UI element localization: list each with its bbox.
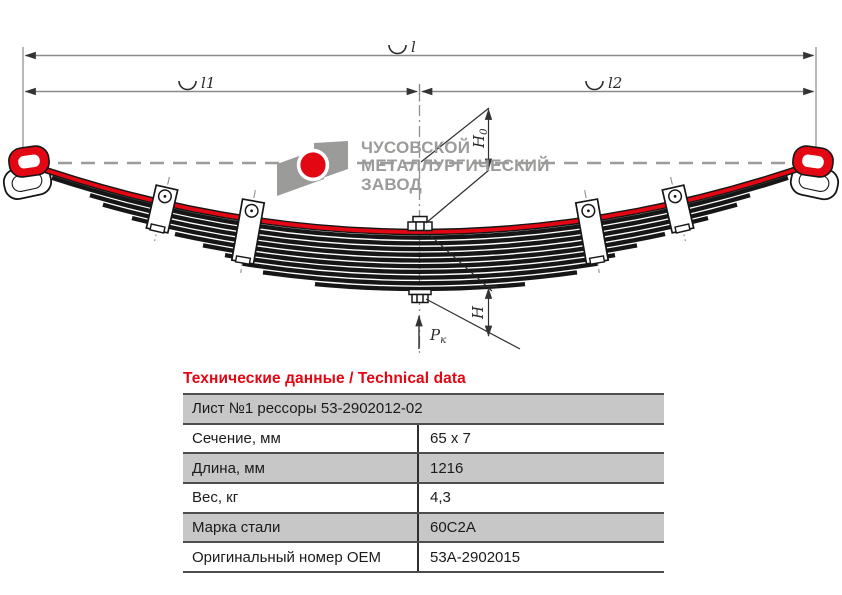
technical-data-table: [183, 393, 664, 573]
arc-symbol: [179, 81, 196, 90]
logo-mark: [277, 141, 348, 196]
row-value: 53А-2902015: [417, 543, 664, 571]
logo-line-3: ЗАВОД: [361, 174, 422, 194]
load-arrow-pk: [419, 316, 446, 349]
logo-line-1: ЧУСОВСКОЙ: [361, 138, 471, 157]
row-value: 1216: [417, 454, 664, 482]
arc-symbol: [586, 81, 603, 90]
logo-red-dot: [300, 152, 325, 177]
table-row: [183, 541, 664, 571]
table-row: [183, 482, 664, 512]
row-label: Длина, мм: [192, 459, 265, 477]
logo-line-2: МЕТАЛЛУРГИЧЕСКИЙ: [361, 156, 550, 176]
row-label: Марка стали: [192, 519, 281, 537]
row-value: 60С2А: [417, 514, 664, 542]
dimension-l: [26, 38, 814, 56]
table-header-row: [183, 393, 664, 423]
row-value: 65 x 7: [417, 425, 664, 453]
part-number-header: Лист №1 рессоры 53-2902012-02: [192, 400, 423, 418]
dim-label-pk: $P_к$: [430, 326, 447, 346]
table-title: Технические данные / Technical data: [183, 370, 466, 387]
table-row: [183, 512, 664, 542]
row-label: Оригинальный номер OEM: [192, 548, 382, 566]
dim-label-h0: $H_0$: [470, 128, 490, 148]
logo-text: [361, 139, 550, 194]
row-label: Вес, кг: [192, 489, 239, 507]
row-label: Сечение, мм: [192, 430, 281, 448]
dim-label-h: H: [469, 305, 487, 319]
arc-symbol: [389, 45, 406, 54]
table-row: [183, 423, 664, 453]
dimension-l2: [422, 74, 814, 92]
dimension-l1: [26, 74, 418, 92]
center-bolt-top: [408, 217, 432, 231]
dim-label-l2: l2: [608, 74, 623, 92]
row-value: 4,3: [417, 484, 664, 512]
dim-label-l1: l1: [201, 74, 216, 92]
dim-label-l: l: [411, 38, 416, 56]
table-row: [183, 452, 664, 482]
